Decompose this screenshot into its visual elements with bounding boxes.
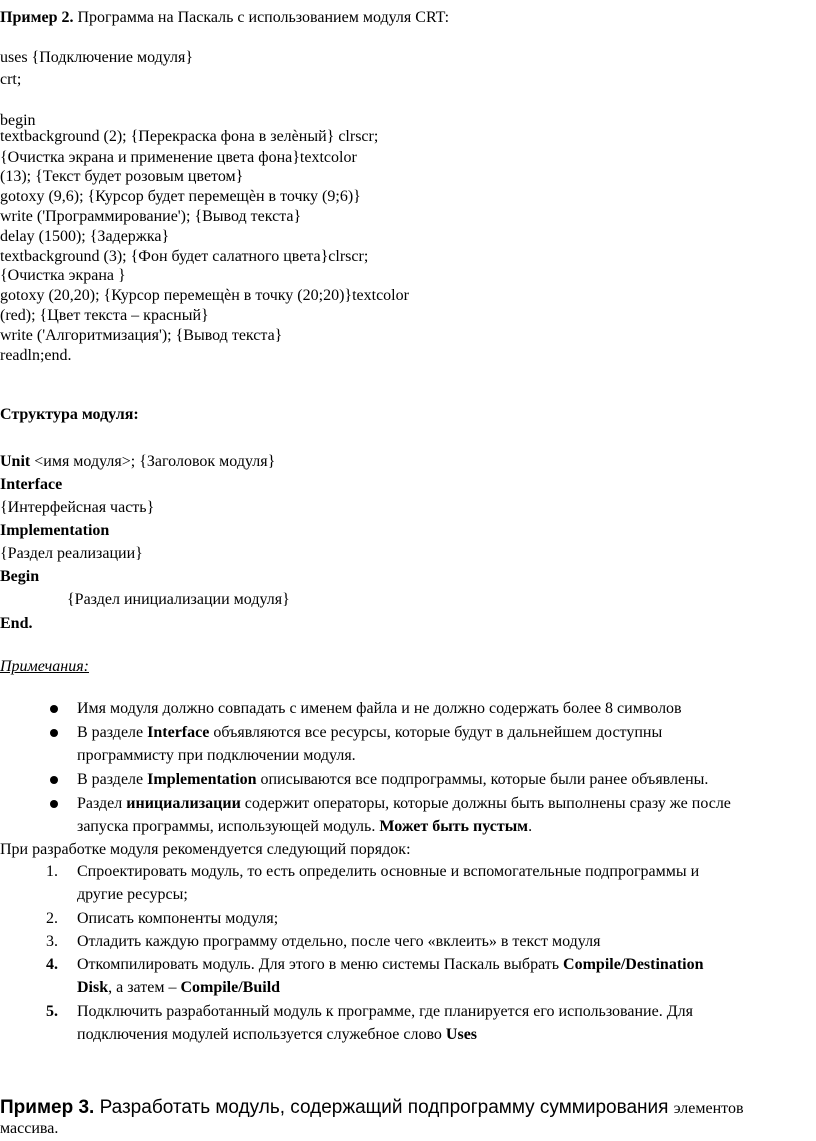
code-line: write ('Программирование'); {Вывод текста}	[0, 208, 302, 225]
step-5: Подключить разработанный модуль к программе, где планируется его использование. Для	[77, 1003, 693, 1020]
code-line: gotoxy (20,20); {Курсор перемещѐн в точку (20;20)}textcolor	[0, 287, 409, 304]
step-keyword: Uses	[445, 1026, 478, 1043]
note-text: объявляются все ресурсы, которые будут в дальнейшем доступны	[209, 724, 663, 741]
implementation-comment: {Раздел реализации}	[0, 545, 143, 562]
structure-heading: Структура модуля:	[0, 406, 139, 423]
begin-comment: {Раздел инициализации модуля}	[67, 591, 290, 608]
note-keyword: Может быть пустым	[379, 818, 529, 835]
interface-comment: {Интерфейсная часть}	[0, 499, 155, 516]
note-keyword: инициализации	[126, 795, 241, 812]
step-keyword: Disk	[77, 979, 109, 996]
example3-label: Пример 3.	[0, 1097, 95, 1118]
step-keyword: Compile/Destination	[563, 956, 704, 973]
code-line: begin	[0, 112, 36, 129]
step-1: Спроектировать модуль, то есть определить основные и вспомогательные подпрограммы и	[77, 863, 700, 880]
step-text: Откомпилировать модуль. Для этого в меню системы Паскаль выбрать	[77, 956, 564, 973]
step-number: 4.	[46, 956, 58, 973]
code-line: gotoxy (9,6); {Курсор будет перемещѐн в точку (9;6)}	[0, 188, 361, 205]
interface-keyword: Interface	[0, 476, 63, 493]
bullet-icon	[50, 776, 58, 784]
bullet-icon	[50, 705, 58, 713]
note-item-3	[77, 770, 708, 790]
code-line: readln;end.	[0, 347, 72, 364]
step-3: Отладить каждую программу отдельно, после чего «вклеить» в текст модуля	[77, 933, 601, 950]
code-line: write ('Алгоритмизация'); {Вывод текста}	[0, 327, 283, 344]
step-number: 1.	[46, 863, 58, 880]
example2-heading	[0, 8, 449, 28]
note-text: описываются все подпрограммы, которые были ранее объявлены.	[256, 771, 709, 788]
code-line: {Очистка экрана и применение цвета фона}textcolor	[0, 149, 357, 166]
note-text: содержит операторы, которые должны быть выполнены сразу же после	[240, 795, 731, 812]
code-line: (13); {Текст будет розовым цветом}	[0, 168, 244, 185]
step-keyword: Compile/Build	[180, 979, 281, 996]
step-1-cont: другие ресурсы;	[77, 886, 188, 903]
step-text: , а затем –	[108, 979, 181, 996]
notes-heading: Примечания:	[0, 658, 89, 675]
note-text: Раздел	[77, 795, 127, 812]
step-text: подключения модулей используется служебное слово	[77, 1026, 446, 1043]
note-text: В разделе	[77, 771, 148, 788]
note-text: запуска программы, использующей модуль.	[77, 818, 380, 835]
note-item-2-cont: программисту при подключении модуля.	[77, 747, 356, 764]
note-item-1: Имя модуля должно совпадать с именем файла и не должно содержать более 8 символов	[77, 700, 682, 717]
example2-label: Пример 2.	[0, 9, 74, 26]
code-line: textbackground (3); {Фон будет салатного цвета}clrscr;	[0, 248, 369, 265]
unit-rest: <имя модуля>; {Заголовок модуля}	[30, 453, 276, 470]
implementation-keyword: Implementation	[0, 522, 110, 539]
end-keyword: End.	[0, 615, 33, 632]
code-line: crt;	[0, 71, 22, 88]
code-line: {Очистка экрана }	[0, 267, 126, 284]
code-line: uses {Подключение модуля}	[0, 49, 194, 66]
note-item-2	[77, 723, 662, 743]
bullet-icon	[50, 800, 58, 808]
code-line: (red); {Цвет текста – красный}	[0, 307, 209, 324]
step-number: 2.	[46, 910, 58, 927]
order-intro: При разработке модуля рекомендуется следующий порядок:	[0, 841, 411, 858]
example3-heading	[0, 1096, 744, 1121]
note-text: .	[528, 818, 533, 835]
note-item-4-cont	[77, 817, 532, 837]
unit-keyword: Unit	[0, 453, 31, 470]
step-number: 5.	[46, 1003, 58, 1020]
step-5-cont	[77, 1025, 477, 1045]
step-4-cont	[77, 978, 280, 998]
code-line: textbackground (2); {Перекраска фона в зелѐный} clrscr;	[0, 128, 379, 145]
code-line: delay (1500); {Задержка}	[0, 228, 170, 245]
example2-title: Программа на Паскаль с использованием модуля CRT:	[73, 9, 450, 26]
note-text: В разделе	[77, 724, 148, 741]
example3-text-small: элементов	[673, 1100, 744, 1117]
begin-keyword: Begin	[0, 568, 40, 585]
note-item-4	[77, 794, 731, 814]
note-keyword: Interface	[147, 724, 210, 741]
step-4	[77, 955, 704, 975]
example3-text: Разработать модуль, содержащий подпрограмму суммирования	[94, 1097, 674, 1118]
step-2: Описать компоненты модуля;	[77, 910, 279, 927]
bullet-icon	[50, 729, 58, 737]
step-number: 3.	[46, 933, 58, 950]
example3-cont: массива.	[0, 1120, 59, 1137]
note-keyword: Implementation	[147, 771, 257, 788]
structure-unit-line	[0, 452, 275, 472]
